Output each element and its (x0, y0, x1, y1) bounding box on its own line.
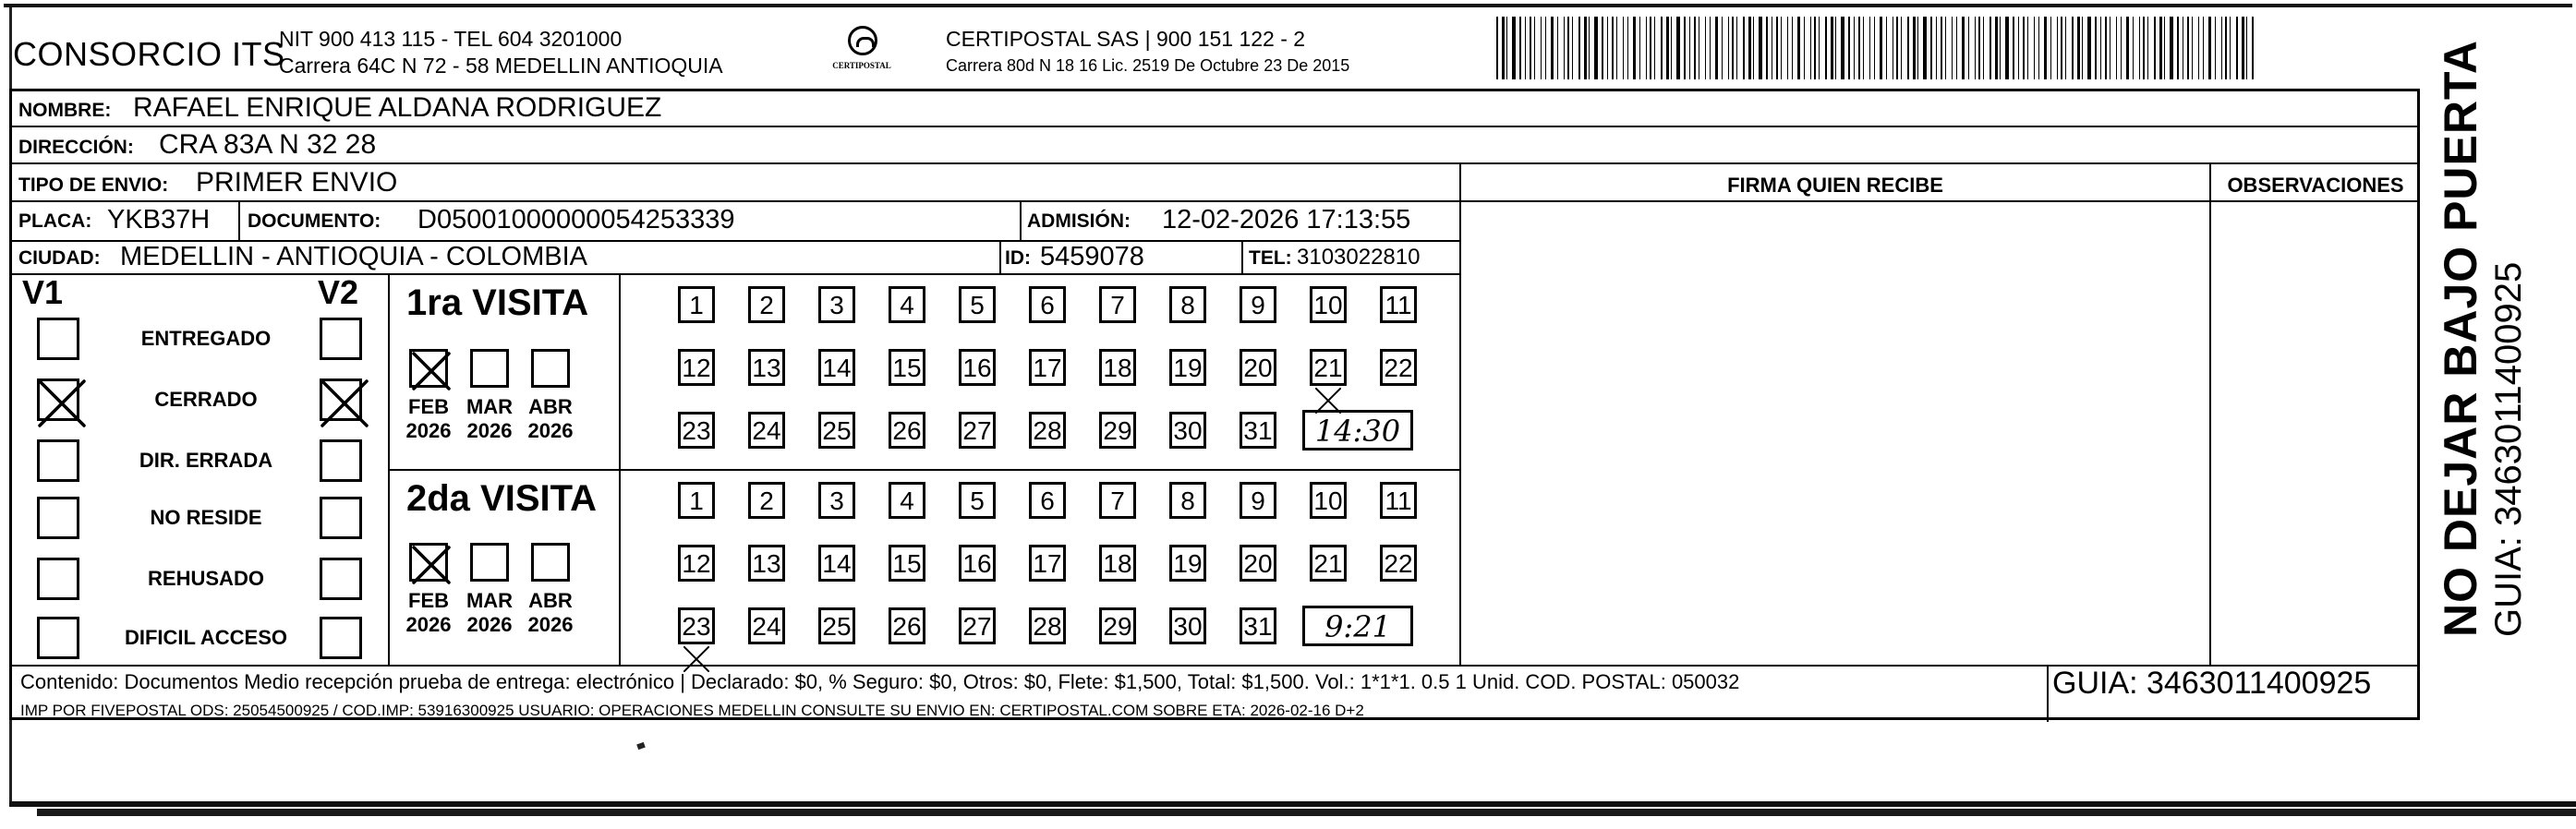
first-visit-month-checkbox (470, 349, 509, 388)
second-visit-month-checkbox (470, 543, 509, 582)
check-mark-icon (317, 376, 372, 431)
second-visit-month-label (521, 589, 580, 637)
barcode (1496, 17, 2254, 79)
month-name: FEB (408, 395, 449, 418)
city-value: MEDELLIN - ANTIOQUIA - COLOMBIA (120, 242, 587, 271)
second-visit-day-box: 29 (1099, 607, 1136, 644)
month-year: 2026 (405, 419, 452, 442)
first-visit-day-box: 10 (1310, 286, 1347, 323)
status-label: REHUSADO (148, 567, 264, 590)
first-visit-day-box: 6 (1029, 286, 1066, 323)
first-visit-month-label (399, 395, 458, 443)
second-visit-day-box: 20 (1240, 545, 1276, 582)
second-visit-day-box: 8 (1169, 482, 1206, 519)
day-mark-icon (681, 643, 712, 675)
plate-value: YKB37H (107, 205, 211, 234)
placa-divider (238, 200, 240, 240)
footer-contents-line: Contenido: Documentos Medio recepción prueba de entrega: electrónico | Declarado: $0, % Seguro: $0, Otros: $0, Flete: $1,500, Total: $1,500. Vol.: 1*1*1. 0.5 1 Unid. COD. POSTAL: 050032 (20, 670, 1740, 693)
month-year: 2026 (466, 419, 513, 442)
first-visit-day-box: 26 (889, 412, 925, 449)
row-divider (9, 200, 1459, 202)
id-divider (999, 240, 1001, 273)
checklist-divider (388, 273, 390, 665)
phone-value: 3103022810 (1297, 245, 1421, 270)
guide-number: GUIA: 3463011400925 (2052, 666, 2372, 701)
id-label: ID: (1005, 247, 1031, 269)
first-visit-day-box: 12 (678, 349, 715, 386)
first-visit-day-box: 7 (1099, 286, 1136, 323)
month-name: MAR (466, 395, 514, 418)
first-visit-day-box: 25 (818, 412, 855, 449)
first-visit-day-box: 19 (1169, 349, 1206, 386)
check-mark-icon (408, 542, 454, 588)
second-visit-day-box: 27 (959, 607, 996, 644)
company-address-line: Carrera 64C N 72 - 58 MEDELLIN ANTIOQUIA (279, 54, 723, 78)
row-divider (9, 273, 1459, 275)
v2-header: V2 (318, 273, 359, 311)
second-visit-day-box: 14 (818, 545, 855, 582)
admission-datetime: 12-02-2026 17:13:55 (1162, 205, 1411, 234)
second-visit-day-box: 19 (1169, 545, 1206, 582)
scan-bottom-border (9, 801, 2576, 807)
direccion-label: DIRECCIÓN: (18, 137, 134, 158)
second-visit-day-box: 28 (1029, 607, 1066, 644)
months-divider (619, 273, 621, 665)
side-guide-number: GUIA: 3463011400925 (2488, 261, 2529, 637)
first-visit-month-label (521, 395, 580, 443)
second-visit-day-box: 3 (818, 482, 855, 519)
v1-checkbox (37, 439, 79, 482)
second-visit-day-box: 5 (959, 482, 996, 519)
month-name: ABR (528, 395, 573, 418)
second-visit-day-box: 21 (1310, 545, 1347, 582)
first-visit-day-box: 31 (1240, 412, 1276, 449)
visit-divider (388, 469, 1459, 471)
second-visit-day-box: 7 (1099, 482, 1136, 519)
v1-checkbox (37, 558, 79, 600)
second-visit-day-box: 11 (1380, 482, 1417, 519)
month-year: 2026 (527, 419, 574, 442)
scan-bottom-shadow (37, 809, 2576, 816)
first-visit-day-box: 1 (678, 286, 715, 323)
check-mark-icon (408, 348, 454, 394)
first-visit-day-box: 8 (1169, 286, 1206, 323)
second-visit-month-checkbox (531, 543, 570, 582)
v2-checkbox (320, 617, 362, 659)
recipient-address: CRA 83A N 32 28 (159, 129, 377, 160)
side-vertical-text (2435, 40, 2531, 637)
ciudad-label: CIUDAD: (18, 247, 101, 269)
first-visit-day-box: 21 (1310, 349, 1347, 386)
status-label: DIR. ERRADA (139, 449, 273, 472)
second-visit-day-box: 1 (678, 482, 715, 519)
nombre-label: NOMBRE: (18, 100, 112, 121)
admision-divider (1020, 200, 1022, 240)
second-visit-day-box: 31 (1240, 607, 1276, 644)
second-visit-day-box: 26 (889, 607, 925, 644)
second-visit-day-box: 2 (748, 482, 785, 519)
first-visit-day-box: 23 (678, 412, 715, 449)
guia-divider (2047, 665, 2049, 722)
v2-checkbox (320, 318, 362, 360)
tel-divider (1241, 240, 1243, 273)
first-visit-day-box: 5 (959, 286, 996, 323)
first-visit-day-box: 17 (1029, 349, 1066, 386)
second-visit-day-box: 15 (889, 545, 925, 582)
document-value: D05001000000054253339 (417, 205, 735, 234)
v1-header: V1 (22, 273, 64, 311)
documento-label: DOCUMENTO: (248, 210, 381, 232)
month-name: FEB (408, 589, 449, 612)
first-visit-title: 1ra VISITA (406, 282, 589, 323)
signature-column-header: FIRMA QUIEN RECIBE (1727, 174, 1943, 197)
scan-top-border (4, 4, 2572, 7)
row-divider (9, 126, 2420, 127)
second-visit-day-box: 13 (748, 545, 785, 582)
company-info (279, 26, 723, 79)
first-visit-day-box: 27 (959, 412, 996, 449)
placa-label: PLACA: (18, 210, 92, 232)
company-name: CONSORCIO ITS (13, 35, 285, 73)
logo-emblem-icon (848, 26, 877, 55)
scan-speck (636, 742, 646, 750)
first-visit-day-box: 22 (1380, 349, 1417, 386)
v2-checkbox (320, 558, 362, 600)
first-visit-day-box: 24 (748, 412, 785, 449)
second-visit-day-box: 6 (1029, 482, 1066, 519)
row-divider (9, 162, 2420, 164)
first-visit-day-box: 20 (1240, 349, 1276, 386)
second-visit-month-checkbox (409, 543, 448, 582)
v1-checkbox (37, 497, 79, 539)
status-label: NO RESIDE (150, 506, 262, 529)
first-visit-day-box: 14 (818, 349, 855, 386)
first-visit-month-checkbox (409, 349, 448, 388)
first-visit-day-box: 18 (1099, 349, 1136, 386)
tel-label: TEL: (1249, 247, 1292, 269)
first-visit-day-box: 30 (1169, 412, 1206, 449)
first-visit-day-box: 11 (1380, 286, 1417, 323)
first-visit-day-box: 29 (1099, 412, 1136, 449)
footer-print-info-line: IMP POR FIVEPOSTAL ODS: 25054500925 / COD.IMP: 53916300925 USUARIO: OPERACIONES MEDELLIN CONSULTE SU ENVIO EN: CERTIPOSTAL.COM SOBRE ETA: 2026-02-16 D+2 (20, 702, 1364, 719)
first-visit-day-box: 13 (748, 349, 785, 386)
v1-checkbox (37, 318, 79, 360)
second-visit-month-label (399, 589, 458, 637)
second-visit-day-box: 12 (678, 545, 715, 582)
second-visit-month-label (460, 589, 519, 637)
second-visit-day-box: 18 (1099, 545, 1136, 582)
admision-label: ADMISIÓN: (1027, 210, 1131, 232)
first-visit-day-box: 16 (959, 349, 996, 386)
second-visit-day-box: 22 (1380, 545, 1417, 582)
v2-checkbox (320, 378, 362, 421)
month-year: 2026 (466, 613, 513, 636)
month-year: 2026 (405, 613, 452, 636)
company-nit-line: NIT 900 413 115 - TEL 604 3201000 (279, 27, 623, 51)
month-name: MAR (466, 589, 514, 612)
status-label: DIFICIL ACCESO (124, 626, 287, 649)
first-visit-day-box: 4 (889, 286, 925, 323)
observations-column-header: OBSERVACIONES (2227, 174, 2404, 197)
v1-checkbox (37, 378, 79, 421)
first-visit-day-box: 2 (748, 286, 785, 323)
certipostal-logo (828, 26, 896, 81)
status-label: ENTREGADO (140, 327, 272, 350)
v2-checkbox (320, 439, 362, 482)
observations-col-divider (2209, 162, 2211, 665)
v2-checkbox (320, 497, 362, 539)
second-visit-day-box: 4 (889, 482, 925, 519)
signature-header-divider (1459, 200, 2420, 202)
first-visit-day-box: 3 (818, 286, 855, 323)
month-year: 2026 (527, 613, 574, 636)
second-visit-day-box: 25 (818, 607, 855, 644)
second-visit-day-box: 9 (1240, 482, 1276, 519)
second-visit-day-box: 24 (748, 607, 785, 644)
signature-col-divider (1459, 162, 1461, 665)
second-visit-day-box: 17 (1029, 545, 1066, 582)
shipment-type: PRIMER ENVIO (196, 167, 398, 198)
first-visit-day-box: 9 (1240, 286, 1276, 323)
first-visit-month-checkbox (531, 349, 570, 388)
side-warning: NO DEJAR BAJO PUERTA (2435, 40, 2486, 637)
postal-operator-line: CERTIPOSTAL SAS | 900 151 122 - 2 (946, 27, 1306, 51)
tipo-envio-label: TIPO DE ENVIO: (18, 174, 169, 196)
check-mark-icon (34, 376, 90, 431)
second-visit-title: 2da VISITA (406, 478, 597, 519)
second-visit-day-box: 16 (959, 545, 996, 582)
status-label: CERRADO (154, 388, 258, 411)
postal-license-line: Carrera 80d N 18 16 Lic. 2519 De Octubre 23 De 2015 (946, 56, 1350, 75)
month-name: ABR (528, 589, 573, 612)
postal-operator-info (946, 26, 1349, 79)
v1-checkbox (37, 617, 79, 659)
logo-text: CERTIPOSTAL (832, 61, 891, 70)
first-visit-month-label (460, 395, 519, 443)
second-visit-time-box: 9:21 (1302, 606, 1413, 646)
second-visit-day-box: 23 (678, 607, 715, 644)
second-visit-day-box: 30 (1169, 607, 1206, 644)
second-visit-day-box: 10 (1310, 482, 1347, 519)
id-value: 5459078 (1040, 242, 1144, 271)
recipient-name: RAFAEL ENRIQUE ALDANA RODRIGUEZ (133, 92, 662, 123)
first-visit-day-box: 28 (1029, 412, 1066, 449)
first-visit-time-box: 14:30 (1302, 410, 1413, 451)
first-visit-day-box: 15 (889, 349, 925, 386)
